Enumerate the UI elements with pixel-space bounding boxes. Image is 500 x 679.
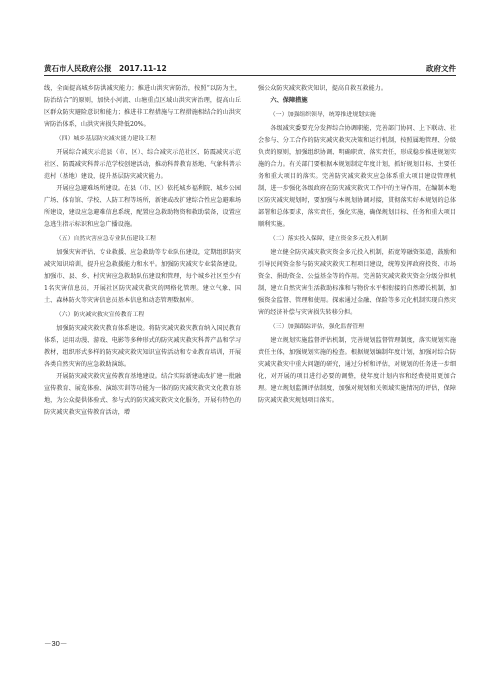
- section-heading: 六、保障措施: [270, 97, 308, 104]
- page-header: [44, 60, 456, 74]
- subsection-heading: （五）自然灾害应急专业队伍建设工程: [55, 236, 156, 242]
- journal-title: 黄石市人民政府公报 2017.11-12: [44, 64, 167, 73]
- subsection-heading: （六）防灾减灾救灾宣传教育工程: [55, 312, 145, 318]
- body-paragraph: 加强防灾减灾救灾教育体系建设。将防灾减灾救灾教育纳入国民教育体系，运用动漫、游戏、电影等多种形式的防灾减灾救灾科普产品和学习教材，组织形式多样的防灾减灾救灾知识宣传活动和专业教育培训，开展各类自然灾害的应急救助演练。: [44, 325, 241, 368]
- body-paragraph: 开展防灾减灾救灾宣传教育基地建设。结合实际新建或改扩建一批融宣传教育、展览体验、演练实训等功能为一体的防灾减灾救灾文化教育基地，为公众提供体验式、参与式的防灾减灾救灾文化服务，开展有特色的防灾减灾救灾宣传教育活动，增: [44, 373, 241, 416]
- right-column: [258, 83, 456, 404]
- body-paragraph: 建立规划实施监督评估机制，完善规划监督管理制度，落实规划实施责任主体，加强规划实施的检查。根据规划编制年度计划，加强对综合防灾减灾救灾中重大问题的研究，通过分析和评估，对规划的任务进一步细化，对开展的项目进行必要的调整，使年度计划内容和经费使用更加合理。建立规划监测评估制度，加强对规划和关领域实施情况的评估，保障防灾减灾救灾规划项目落实。: [258, 337, 456, 404]
- continued-paragraph: 线，全面提高城乡防洪减灾能力；推进山洪灾害防治，按照“以防为主，防治结合”的原则，加快小河流、山塘重点区域山洪灾害治理，提高山丘区群众防灾避险意识和能力；推进非工程措施与工程措施相结合的山洪灾害防治体系，山洪灾害损失降低20%。: [44, 85, 241, 128]
- subsection-heading: （一）加强组织领导，统筹推进规划实施: [269, 112, 376, 118]
- subsection-heading: （三）加强跟踪评估，强化监督管理: [269, 324, 365, 330]
- subsection-heading: （二）落实投入保障，建立资金多元投入机制: [269, 236, 388, 242]
- header-rule: [44, 75, 456, 76]
- body-paragraph: 各级减灾委要充分发挥综合协调职能，完善部门协同、上下联动、社会参与、分工合作的防灾减灾救灾决策和运行机制，按照属地管理、分级负责的原则，加强组织协调、明确职责、落实责任，形成稳步推进规划实施的合力。有关部门要根据本规划制定年度计划，抓好规划目标、主要任务和重大项目的落实。完善防灾减灾救灾应急体系重大项目建设管理机制，进一步强化各级政府在防灾减灾救灾工作中的主导作用，在编制本地区防灾减灾规划时，要加强与本规划协调对接，贯彻落实好本规划的总体部署和总体要求，落实责任，强化实施，确保规划目标、任务和重大项目顺利实施。: [258, 125, 456, 228]
- body-paragraph: 开展应急避难场所建设。在县（市、区）依托城乡福利院、城乡公园广场、体育馆、学校、人防工程等场所，新建或改扩建综合性应急避难场所建设，建设应急避难信息系统，配置应急救助物资和救助装备，设置应急逃生指示标识和应急广播设施。: [44, 185, 241, 228]
- body-paragraph: 加强灾害评估、专业救援、应急救助等专业队伍建设，定期组织防灾减灾知识培训，提升应急救援能力和水平。加强防灾减灾专业装备建设。加强市、县、乡、村灾害应急救助队伍建设和管理，每个城乡社区至少有1名灾害信息员，开展社区防灾减灾救灾的网格化管理。建立气象、国土、森林防火等灾害信息员基本信息和动态管理数据库。: [44, 249, 241, 304]
- section-title: 政府文件: [426, 64, 456, 73]
- body-paragraph: 开展综合减灾示范县（市、区）、综合减灾示范社区、防震减灾示范社区、防震减灾科普示范学校创建活动，推动科普教育基地、气象科普示范村（基地）建设，提升基层防灾减灾能力。: [44, 149, 241, 180]
- subsection-heading: （四）城乡基层防灾减灾能力建设工程: [55, 136, 156, 142]
- continued-paragraph: 强公众防灾减灾救灾知识，提高自救互救能力。: [258, 85, 387, 92]
- body-paragraph: 建立健全防灾减灾救灾资金多元投入机制，拓宽筹融资渠道，鼓励和引导民间资金参与防灾减灾救灾工程项目建设，统筹发挥政府投资、市场资金、捐助资金、公益基金等的作用。完善防灾减灾救灾资金分级分担机制，建立自然灾害生活救助标准和与物价水平相衔接的自然增长机制，加强资金监督、管理和使用。探索通过金融、保险等多元化机制实现自然灾害的经济补偿与灾害损失转移分担。: [258, 249, 456, 316]
- page-number: －30－: [44, 639, 68, 648]
- left-column: [44, 83, 241, 583]
